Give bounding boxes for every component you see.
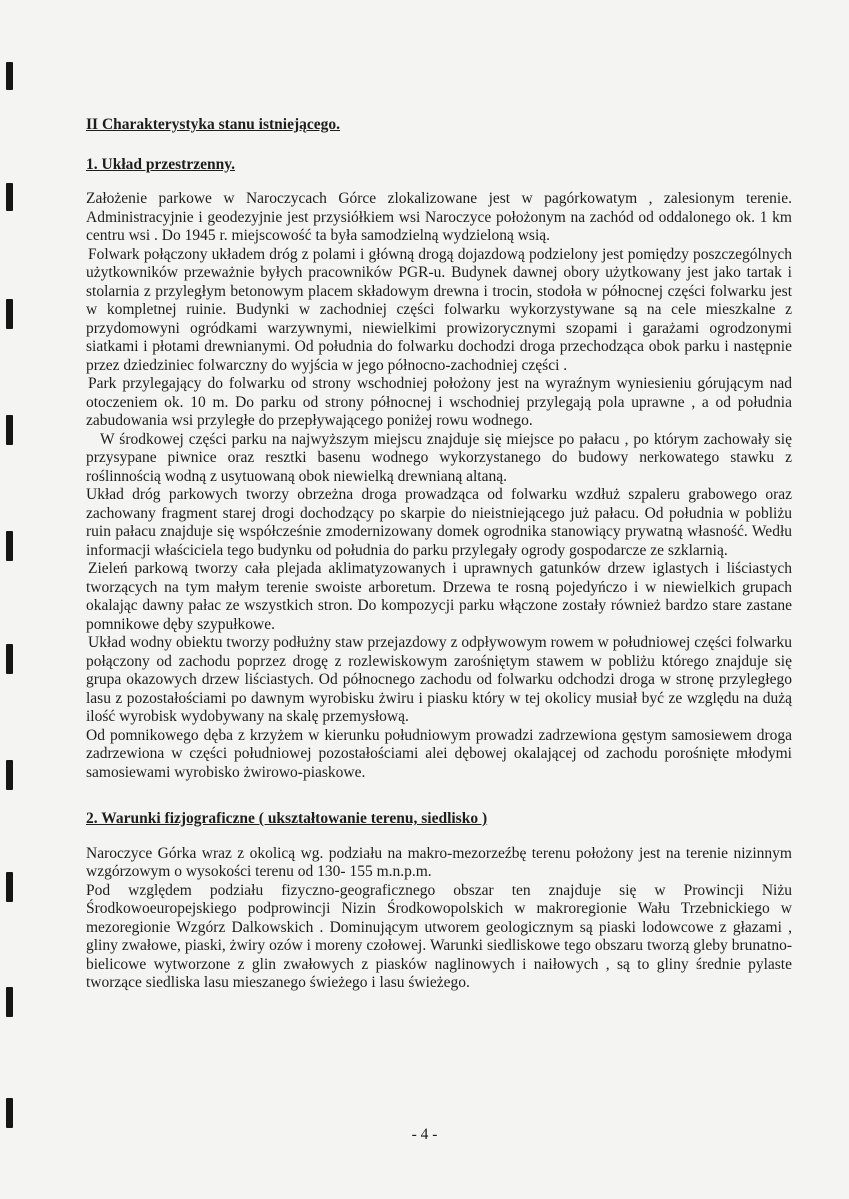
section-spatial-layout: [86, 190, 792, 782]
paragraph: Układ wodny obiektu tworzy podłużny staw przejazdowy z odpływowym rowem w południowej części folwarku połączony od zachodu poprzez drogę z rozlewiskowym zarośniętym stawem w pobliżu którego znajduje się grupa okazowych drzew liściastych. Od północnego zachodu od folwarku odchodzi droga w stronę przyległego lasu z pozostałościami po dawnym wyrobisku żwiru i piasku który w tej okolicy musiał być ze względu na dużą ilość wyrobisk wydobywany na skalę przemysłową.: [86, 634, 792, 725]
paragraph: W środkowej części parku na najwyższym miejscu znajduje się miejsce po pałacu , po którym zachowały się przysypane piwnice oraz resztki basenu wodnego wykorzystanego do budowy nerkowatego stawku z roślinnością wodną z usytuowaną obok niewielką drewnianą altaną.: [86, 430, 792, 485]
binder-hole-mark: [6, 987, 13, 1017]
paragraph: Folwark połączony układem dróg z polami i główną drogą dojazdową podzielony jest pomiędzy poszczególnych użytkowników przeważnie byłych pracowników PGR-u. Budynek dawnej obory użytkowany jest jako tartak i stolarnia z przyległym betonowym placem składowym drewna i trocin, stodoła w północnej części folwarku jest w kompletnej ruinie. Budynki w zachodniej części folwarku wykorzystywane są na cele mieszkalne z przydomowyni ogródkami warzywnymi, niewielkimi prowizorycznymi szopami i garażami ogrodzonymi siatkami i płotami drewnianymi. Od południa do folwarku dochodzi droga przechodząca obok parku i następnie przez dziedziniec folwarczny do wyjścia w jego północno-zachodniej części .: [86, 245, 792, 374]
binder-hole-mark: [6, 644, 13, 674]
paragraph: Pod względem podziału fizyczno-geograficznego obszar ten znajduje się w Prowincji Niżu Środkowoeuropejskiego podprowincji Nizin Środkowopolskich w makroregionie Wału Trzebnickiego w mezoregionie Wzgórz Dalkowskich . Dominującym utworem geologicznym są piaski lodowcowe z głazami , gliny zwałowe, piaski, żwiry ozów i moreny czołowej. Warunki siedliskowe tego obszaru tworzą gleby brunatno-bielicowe wytworzone z glin zwałowych z piasków naglinowych i naiłowych , są to gliny średnie pylaste tworzące siedliska lasu mieszanego świeżego i lasu świeżego.: [86, 881, 792, 991]
page-body: [86, 116, 792, 993]
binder-hole-mark: [6, 299, 13, 329]
section-physiography: [86, 845, 792, 993]
binder-hole-mark: [6, 1098, 13, 1128]
subsection-title-physiography: 2. Warunki fizjograficzne ( ukształtowanie terenu, siedlisko ): [86, 810, 488, 827]
binder-hole-mark: [6, 872, 13, 902]
paragraph: Park przylegający do folwarku od strony wschodniej położony jest na wyraźnym wyniesieniu górującym nad otoczeniem ok. 10 m. Do parku od strony północnej i wschodniej przylegają pola uprawne , a od południa zabudowania wsi przyległe do przepływającego poniżej rowu wodnego.: [86, 375, 792, 429]
binder-hole-mark: [6, 760, 13, 790]
paragraph: Od pomnikowego dęba z krzyżem w kierunku południowym prowadzi zadrzewiona gęstym samosiewem droga zadrzewiona w części południowej pozostałościami alei dębowej okalającej od zachodu porośnięte młodymi samosiewami wyrobisko żwirowo-piaskowe.: [86, 726, 792, 781]
section-title: II Charakterystyka stanu istniejącego.: [86, 116, 341, 133]
paragraph: Założenie parkowe w Naroczycach Górce zlokalizowane jest w pagórkowatym , zalesionym terenie. Administracyjnie i geodezyjnie jest przysiółkiem wsi Naroczyce położonym na zachód od oddalonego ok. 1 km centru wsi . Do 1945 r. miejscowość ta była samodzielną wydzieloną wsią.: [86, 190, 792, 244]
binder-hole-mark: [6, 183, 13, 211]
binder-hole-mark: [6, 415, 13, 445]
binder-hole-mark: [6, 531, 13, 561]
page-number: - 4 -: [411, 1126, 438, 1143]
subsection-title-spatial-layout: 1. Układ przestrzenny.: [86, 155, 235, 173]
paragraph: Zieleń parkową tworzy cała plejada aklimatyzowanych i uprawnych gatunków drzew iglastych i liściastych tworzących na tym małym terenie swoiste arboretum. Drzewa te rosną pojedyńczo i w niewielkich grupach okalając dawny pałac ze wszystkich stron. Do kompozycji parku włączone zostały również bardzo stare zastane pomnikowe dęby szypułkowe.: [86, 560, 792, 633]
paragraph: Układ dróg parkowych tworzy obrzeżna droga prowadząca od folwarku wzdłuż szpaleru grabowego oraz zachowany fragment starej drogi dochodzący po skarpie do nieistniejącego już pałacu. Od południa w pobliżu ruin pałacu znajduje się współcześnie zmodernizowany domek ogrodnika stanowiący prywatną własność. Wedłu informacji właściciela tego budynku od południa do parku przylegały ogrody gospodarcze ze szklarnią.: [86, 486, 792, 559]
binder-hole-mark: [6, 62, 13, 90]
paragraph: Naroczyce Górka wraz z okolicą wg. podziału na makro-mezorzeźbę terenu położony jest na terenie nizinnym wzgórzowym o wysokości terenu od 130- 155 m.n.p.m.: [86, 844, 792, 880]
